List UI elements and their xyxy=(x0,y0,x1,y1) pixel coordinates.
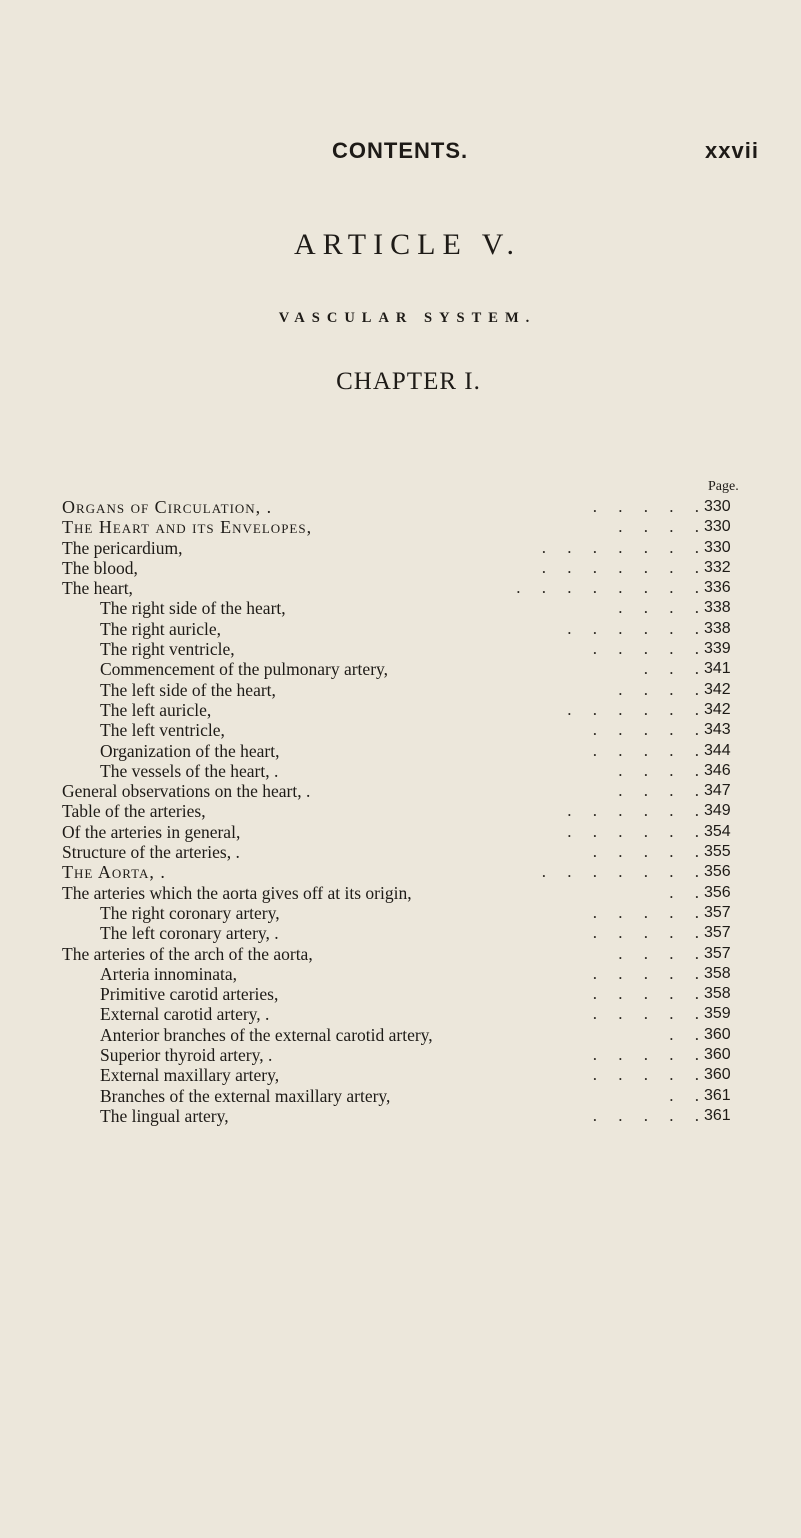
toc-entry-label: Superior thyroid artery, . xyxy=(100,1045,273,1066)
toc-entry-page: 332 xyxy=(704,558,731,576)
toc-entry-label: Structure of the arteries, . xyxy=(62,842,240,863)
toc-entry-page: 361 xyxy=(704,1086,731,1104)
toc-leader-dots: . . . . . xyxy=(592,1004,699,1024)
toc-entry-label: The right side of the heart, xyxy=(100,598,286,619)
toc-leader-dots: . . . . . xyxy=(592,740,699,760)
toc-entry xyxy=(0,903,801,923)
toc-entry-label: The left coronary artery, . xyxy=(100,923,279,944)
toc-entry-page: 349 xyxy=(704,802,731,820)
toc-entry-label: The vessels of the heart, . xyxy=(100,760,279,781)
toc-entry xyxy=(0,1004,801,1024)
toc-entry xyxy=(0,781,801,801)
toc-leader-dots: . . . . xyxy=(618,598,699,618)
toc-entry xyxy=(0,761,801,781)
toc-entry xyxy=(0,538,801,558)
toc-entry xyxy=(0,598,801,618)
toc-entry-page: 336 xyxy=(704,579,731,597)
toc-entry-label: Commencement of the pulmonary artery, xyxy=(100,659,389,680)
toc-entry-page: 355 xyxy=(704,843,731,861)
toc-leader-dots: . . . . . xyxy=(592,842,699,862)
toc-entry xyxy=(0,741,801,761)
toc-entry-page: 338 xyxy=(704,619,731,637)
toc-entry-page: 357 xyxy=(704,924,731,942)
toc-entry xyxy=(0,497,801,517)
toc-leader-dots: . . . . xyxy=(618,781,699,801)
toc-leader-dots: . . xyxy=(669,1024,699,1044)
toc-entry-page: 343 xyxy=(704,721,731,739)
toc-leader-dots: . . . . . . . xyxy=(541,557,699,577)
toc-leader-dots: . . . . xyxy=(618,679,699,699)
toc-entry xyxy=(0,964,801,984)
toc-entry-label: The right auricle, xyxy=(100,618,221,639)
toc-entry-label: Organization of the heart, xyxy=(100,740,280,761)
toc-entry-page: 346 xyxy=(704,761,731,779)
toc-entry-page: 360 xyxy=(704,1046,731,1064)
toc-entry xyxy=(0,883,801,903)
toc-entry-page: 330 xyxy=(704,538,731,556)
toc-leader-dots: . . . . xyxy=(618,943,699,963)
toc-leader-dots: . . . . xyxy=(618,760,699,780)
toc-entry xyxy=(0,517,801,537)
toc-entry-page: 358 xyxy=(704,964,731,982)
toc-entry-label: Branches of the external maxillary artery, xyxy=(100,1085,391,1106)
toc-entry-label: The heart, xyxy=(62,578,133,599)
toc-entry-label: The pericardium, xyxy=(62,537,183,558)
toc-entry-page: 358 xyxy=(704,985,731,1003)
toc-entry-label: The arteries of the arch of the aorta, xyxy=(62,943,313,964)
toc-entry-page: 342 xyxy=(704,700,731,718)
toc-entry-page: 339 xyxy=(704,640,731,658)
toc-entry xyxy=(0,944,801,964)
toc-entry-page: 354 xyxy=(704,822,731,840)
toc-leader-dots: . . . . . xyxy=(592,963,699,983)
toc-entry-label: Table of the arteries, xyxy=(62,801,206,822)
toc-entry xyxy=(0,558,801,578)
toc-entry-label: The blood, xyxy=(62,557,138,578)
toc-entry xyxy=(0,680,801,700)
running-head-title: CONTENTS. xyxy=(332,138,469,163)
toc-entry xyxy=(0,801,801,821)
toc-leader-dots: . . . . . xyxy=(592,639,699,659)
toc-entry xyxy=(0,578,801,598)
toc-entry-page: 330 xyxy=(704,518,731,536)
toc-leader-dots: . . . . . xyxy=(592,1065,699,1085)
toc-leader-dots: . . . . . . xyxy=(567,618,699,638)
toc-entry-label: Primitive carotid arteries, xyxy=(100,984,279,1005)
toc-entry-page: 360 xyxy=(704,1025,731,1043)
toc-entry xyxy=(0,1106,801,1126)
toc-leader-dots: . . . . . . . xyxy=(541,862,699,882)
toc-entry-label: The Heart and its Envelopes, xyxy=(62,517,313,538)
toc-leader-dots: . . . . . xyxy=(592,1045,699,1065)
toc-entry xyxy=(0,700,801,720)
toc-leader-dots: . . . . . xyxy=(592,902,699,922)
toc-leader-dots: . . . . . . . xyxy=(541,537,699,557)
toc-leader-dots: . . . . . xyxy=(592,984,699,1004)
toc-leader-dots: . . . . xyxy=(618,517,699,537)
toc-entry-page: 342 xyxy=(704,680,731,698)
toc-entry xyxy=(0,659,801,679)
toc-entry xyxy=(0,862,801,882)
toc-entry xyxy=(0,720,801,740)
toc-entry-page: 356 xyxy=(704,883,731,901)
toc-leader-dots: . . . . . xyxy=(592,923,699,943)
toc-entry xyxy=(0,639,801,659)
toc-entry-label: Anterior branches of the external carotid artery, xyxy=(100,1024,433,1045)
page-number: xxvii xyxy=(705,138,759,163)
toc-entry-page: 330 xyxy=(704,498,731,515)
toc-leader-dots: . . . . . . xyxy=(567,801,699,821)
toc-entry xyxy=(0,923,801,943)
toc-entry-label: The Aorta, . xyxy=(62,862,166,883)
toc-leader-dots: . . . . . xyxy=(592,720,699,740)
toc-entry xyxy=(0,1065,801,1085)
toc-entry-page: 359 xyxy=(704,1005,731,1023)
toc-entry-label: Organs of Circulation, . xyxy=(62,497,273,517)
toc-entry-page: 338 xyxy=(704,599,731,617)
toc-entry-label: The lingual artery, xyxy=(100,1105,229,1126)
toc-leader-dots: . . . . . xyxy=(592,1105,699,1125)
toc-entry-label: The arteries which the aorta gives off at its origin, xyxy=(62,882,412,903)
toc-entry-label: The left auricle, xyxy=(100,699,212,720)
toc-entry-label: Arteria innominata, xyxy=(100,963,238,984)
toc-entry xyxy=(0,1086,801,1106)
toc-leader-dots: . . . . . xyxy=(592,497,699,516)
toc-entry xyxy=(0,619,801,639)
toc-entry-label: External carotid artery, . xyxy=(100,1004,270,1025)
toc-entry-label: Of the arteries in general, xyxy=(62,821,241,842)
article-subtitle: VASCULAR SYSTEM. xyxy=(278,310,537,326)
toc-entry-label: The right ventricle, xyxy=(100,639,235,660)
toc-entry-page: 344 xyxy=(704,741,731,759)
toc-entry-label: General observations on the heart, . xyxy=(62,781,311,802)
toc-entry xyxy=(0,842,801,862)
toc-entry-page: 361 xyxy=(704,1106,731,1124)
running-head xyxy=(0,138,801,168)
toc-leader-dots: . . . . . . xyxy=(567,821,699,841)
toc-leader-dots: . . . . . . . . xyxy=(516,578,699,598)
toc-entry xyxy=(0,1025,801,1045)
toc-entry-page: 341 xyxy=(704,660,731,678)
toc-entry-label: The left ventricle, xyxy=(100,720,225,741)
toc-entry xyxy=(0,1045,801,1065)
toc-entry-page: 360 xyxy=(704,1066,731,1084)
toc-leader-dots: . . xyxy=(669,1085,699,1105)
table-of-contents xyxy=(0,497,801,1126)
toc-entry-page: 347 xyxy=(704,782,731,800)
toc-leader-dots: . . . . . . xyxy=(567,699,699,719)
toc-entry-page: 357 xyxy=(704,903,731,921)
toc-entry-page: 356 xyxy=(704,863,731,881)
toc-entry-page: 357 xyxy=(704,944,731,962)
toc-leader-dots: . . . xyxy=(643,659,699,679)
page-column-label: Page. xyxy=(708,479,739,494)
chapter-title: CHAPTER I. xyxy=(336,368,481,395)
toc-leader-dots: . . xyxy=(669,882,699,902)
toc-entry xyxy=(0,822,801,842)
toc-entry xyxy=(0,984,801,1004)
toc-entry-label: The right coronary artery, xyxy=(100,902,280,923)
toc-entry-label: External maxillary artery, xyxy=(100,1065,280,1086)
toc-entry-label: The left side of the heart, xyxy=(100,679,276,700)
article-title: ARTICLE V. xyxy=(293,228,522,261)
